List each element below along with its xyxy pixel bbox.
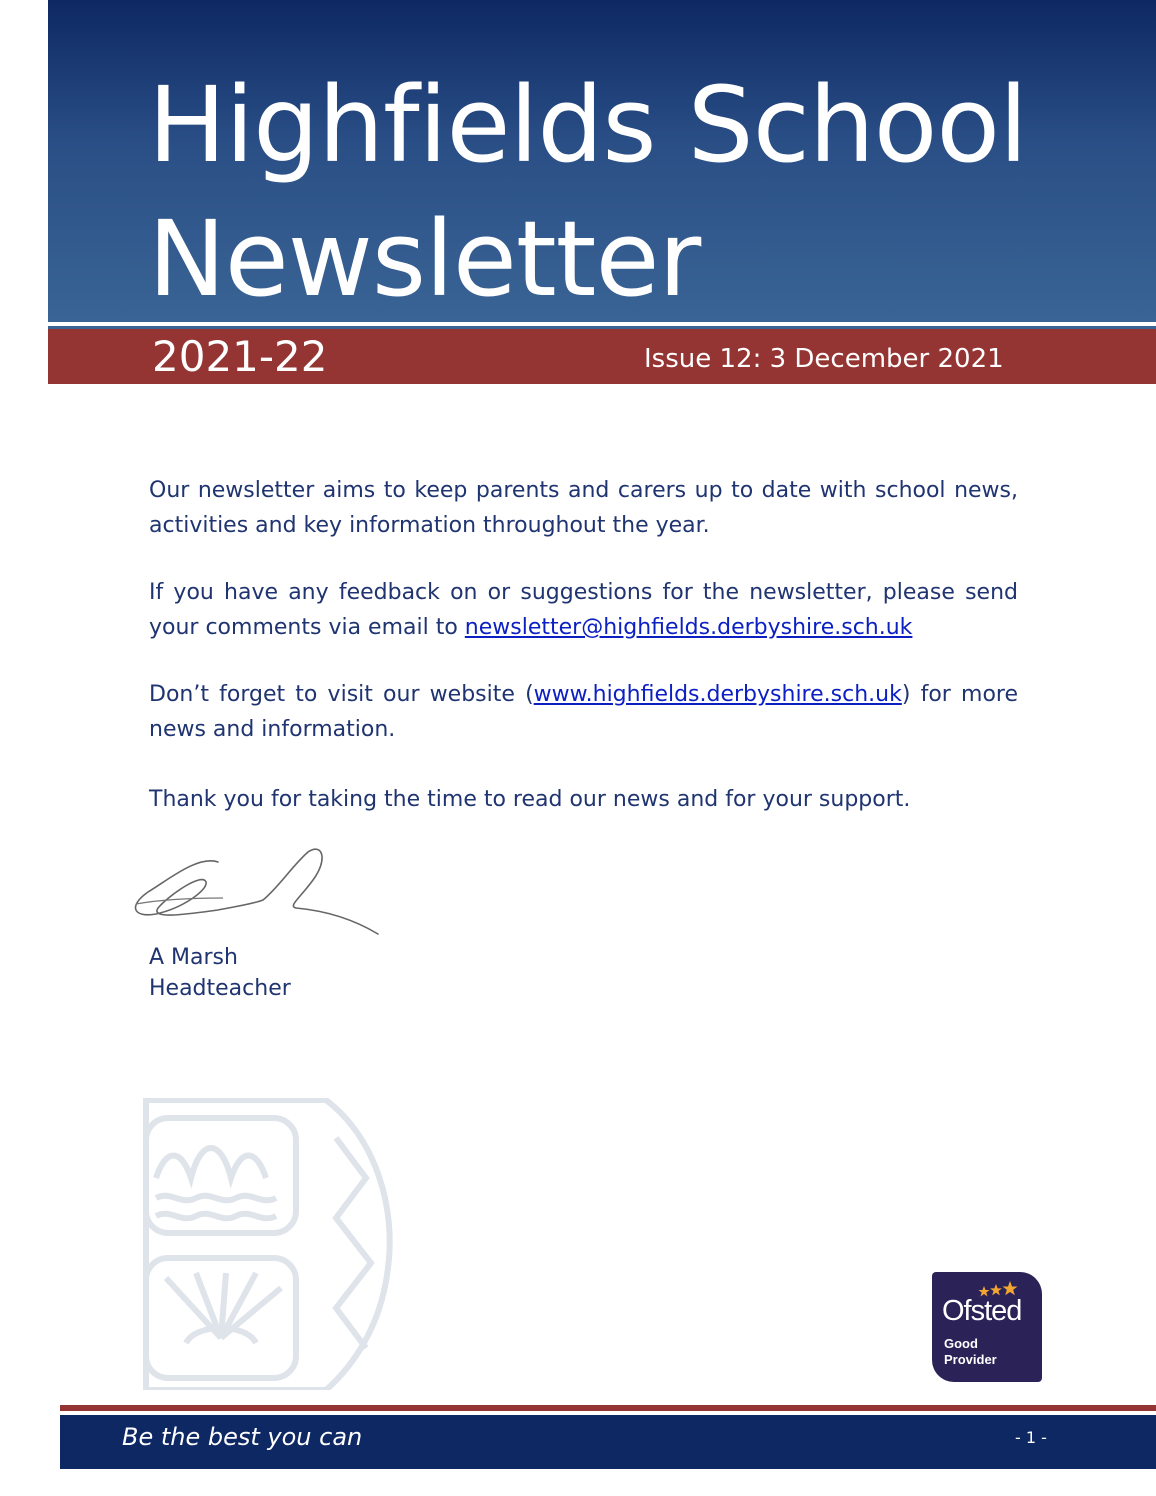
ofsted-badge	[932, 1272, 1042, 1382]
intro-paragraph: Our newsletter aims to keep parents and carers up to date with school news, activities and key information throughout the year.	[149, 478, 1018, 538]
issue-band	[48, 329, 1156, 384]
newsletter-title	[148, 58, 1027, 326]
newsletter-email-link[interactable]: newsletter@highfields.derbyshire.sch.uk	[464, 615, 913, 640]
ofsted-rating-line2: Provider	[944, 1352, 997, 1367]
website-link[interactable]: www.highfields.derbyshire.sch.uk	[533, 682, 902, 707]
page-number: - 1 -	[1015, 1428, 1047, 1447]
school-crest-watermark	[126, 1098, 396, 1390]
page-footer	[60, 1415, 1156, 1469]
website-text-before: Don’t forget to visit our website (	[149, 682, 534, 707]
feedback-text: If you have any feedback on or suggestions for the newsletter, please send your comments via email to	[149, 580, 1018, 640]
ofsted-rating-line1: Good	[944, 1336, 978, 1351]
ofsted-rating	[944, 1336, 997, 1368]
ofsted-logo-text: Ofsted	[942, 1295, 1022, 1327]
feedback-paragraph	[149, 575, 1018, 645]
title-line-2: Newsletter	[148, 198, 701, 320]
newsletter-header	[48, 0, 1156, 322]
title-line-1: Highfields School	[148, 64, 1027, 186]
issue-date: Issue 12: 3 December 2021	[644, 344, 1004, 374]
school-year: 2021-22	[152, 332, 328, 381]
signer-role: Headteacher	[149, 976, 291, 1001]
website-text-after: ) for more news and information.	[149, 682, 1018, 742]
signoff-block	[149, 942, 291, 1004]
headteacher-signature	[128, 840, 388, 940]
school-motto: Be the best you can	[122, 1423, 363, 1451]
website-paragraph	[149, 677, 1018, 747]
signer-name: A Marsh	[149, 945, 238, 970]
thanks-paragraph: Thank you for taking the time to read our news and for your support.	[149, 787, 911, 812]
